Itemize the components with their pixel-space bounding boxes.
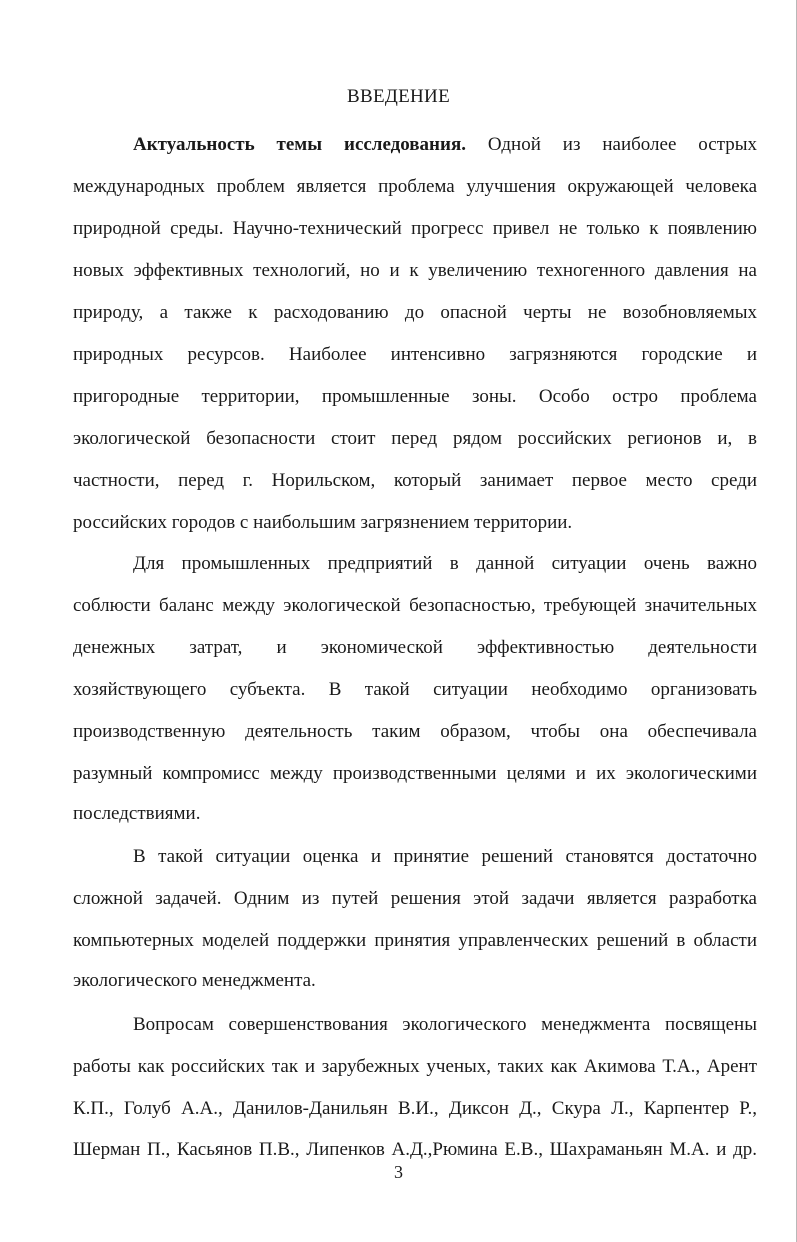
paragraph-4-line-4: Шерман П., Касьянов П.В., Липенков А.Д.,Рюмина Е.В., Шахраманьян М.А. и др.: [73, 1139, 757, 1160]
paragraph-2-line-3: денежных затрат, и экономической эффективностью деятельности: [73, 637, 757, 658]
paragraph-1-line-9: частности, перед г. Норильском, который занимает первое место среди: [73, 470, 757, 491]
paragraph-1-line-6: природных ресурсов. Наиболее интенсивно загрязняются городские и: [73, 344, 757, 365]
paragraph-2-line-6: разумный компромисс между производственными целями и их экологическими: [73, 763, 757, 784]
paragraph-3-line-1: В такой ситуации оценка и принятие решений становятся достаточно: [133, 846, 757, 867]
section-title: ВВЕДЕНИЕ: [347, 86, 450, 107]
paragraph-1-line-3: природной среды. Научно-технический прогресс привел не только к появлению: [73, 218, 757, 239]
paragraph-1-line-4: новых эффективных технологий, но и к увеличению техногенного давления на: [73, 260, 757, 281]
paragraph-4-line-3: К.П., Голуб А.А., Данилов-Данильян В.И., Диксон Д., Скура Л., Карпентер Р.,: [73, 1098, 757, 1119]
paragraph-2-line-2: соблюсти баланс между экологической безопасностью, требующей значительных: [73, 595, 757, 616]
relevance-heading: Актуальность темы исследования.: [133, 134, 466, 155]
paragraph-2-line-5: производственную деятельность таким образом, чтобы она обеспечивала: [73, 721, 757, 742]
paragraph-3-line-2: сложной задачей. Одним из путей решения этой задачи является разработка: [73, 888, 757, 909]
paragraph-1-line-10: российских городов с наибольшим загрязнением территории.: [73, 512, 573, 533]
paragraph-2-line-4: хозяйствующего субъекта. В такой ситуации необходимо организовать: [73, 679, 757, 700]
paragraph-3-line-3: компьютерных моделей поддержки принятия управленческих решений в области: [73, 930, 757, 951]
paragraph-4-line-2: работы как российских так и зарубежных ученых, таких как Акимова Т.А., Арент: [73, 1056, 757, 1077]
paragraph-2-line-7: последствиями.: [73, 803, 201, 824]
page-number: 3: [394, 1162, 403, 1182]
paragraph-1-line-8: экологической безопасности стоит перед рядом российских регионов и, в: [73, 428, 757, 449]
paragraph-1-line-7: пригородные территории, промышленные зоны. Особо остро проблема: [73, 386, 757, 407]
paragraph-2-line-1: Для промышленных предприятий в данной ситуации очень важно: [133, 553, 757, 574]
paragraph-4-line-1: Вопросам совершенствования экологического менеджмента посвящены: [133, 1014, 757, 1035]
paragraph-1-line-5: природу, а также к расходованию до опасной черты не возобновляемых: [73, 302, 757, 323]
paragraph-1-line-1: Актуальность темы исследования. Одной из наиболее острых: [133, 134, 758, 155]
paragraph-3-line-4: экологического менеджмента.: [73, 970, 316, 991]
paragraph-1-line-2: международных проблем является проблема улучшения окружающей человека: [73, 176, 757, 197]
